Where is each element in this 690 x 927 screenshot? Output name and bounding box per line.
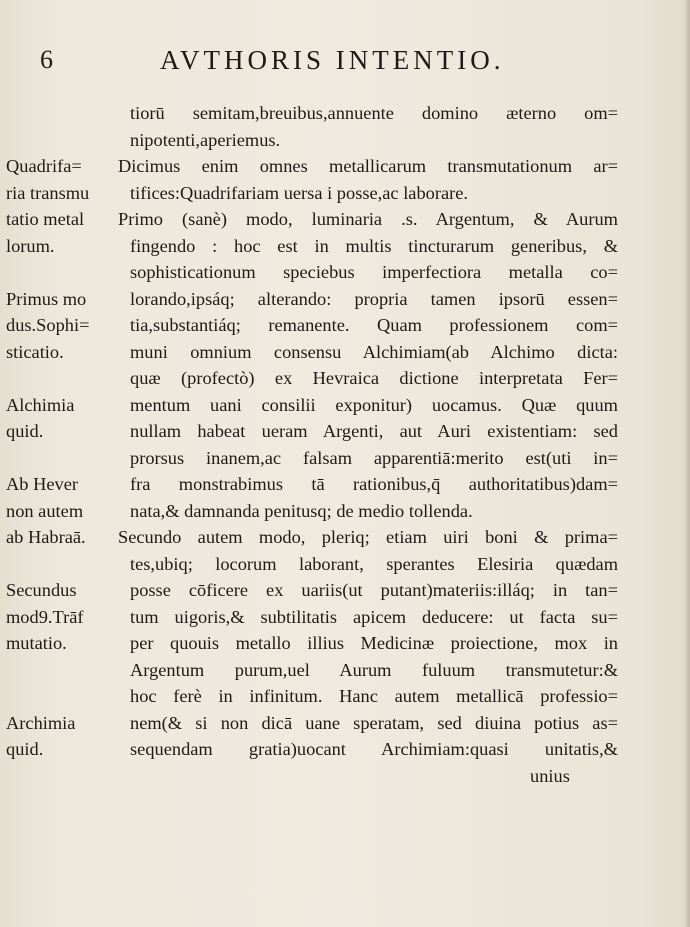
text-line	[0, 153, 690, 180]
text-line	[0, 577, 690, 604]
main-text: hoc ferè in infinitum. Hanc autem metallicā professio=	[130, 686, 618, 706]
marginal-note: Quadrifa=	[6, 156, 82, 176]
main-text: prorsus inanem,ac falsam apparentiā:merito est(uti in=	[130, 447, 618, 468]
text-line	[0, 418, 690, 445]
main-text: Secundo autem modo, pleriq; etiam uiri boni & prima=	[118, 527, 618, 547]
marginal-note: Archimia	[6, 712, 76, 733]
main-text: nata,& damnanda penitusq; de medio tollenda.	[130, 500, 473, 521]
main-text: posse cōficere ex uariis(ut putant)materiis:illáq; in tan=	[130, 580, 618, 600]
marginal-note: quid.	[6, 421, 44, 441]
marginal-note: sticatio.	[6, 341, 64, 362]
main-text: nem(& si non dicā uane speratam, sed diuina potius as=	[130, 712, 618, 733]
main-text: fingendo : hoc est in multis tincturarum generibus, &	[130, 235, 618, 256]
text-line	[0, 392, 690, 419]
text-line	[0, 180, 690, 207]
main-text: Dicimus enim omnes metallicarum transmutationum ar=	[118, 156, 618, 176]
text-line	[0, 736, 690, 763]
main-text: muni omnium consensu Alchimiam(ab Alchimo dicta:	[130, 341, 618, 362]
marginal-note: Primus mo	[6, 288, 87, 309]
text-line	[0, 127, 690, 154]
main-text: tia,substantiáq; remanente. Quam professionem com=	[130, 315, 618, 335]
main-text: nullam habeat ueram Argenti, aut Auri existentiam: sed	[130, 421, 618, 441]
main-text: Primo (sanè) modo, luminaria .s. Argentum, & Aurum	[118, 209, 618, 229]
text-line	[0, 657, 690, 684]
page-header	[0, 40, 690, 80]
marginal-note: mod9.Trāf	[6, 606, 84, 627]
catchword-line	[0, 763, 690, 790]
marginal-note: Secundus	[6, 580, 77, 600]
running-head: AVTHORIS INTENTIO.	[160, 45, 505, 75]
marginal-note: quid.	[6, 739, 44, 759]
text-line	[0, 710, 690, 737]
main-text: tum uigoris,& subtilitatis apicem deducere: ut facta su=	[130, 606, 618, 627]
text-line	[0, 604, 690, 631]
text-line	[0, 683, 690, 710]
marginal-note: non autem	[6, 500, 84, 521]
marginal-note: ria transmu	[6, 182, 90, 203]
marginal-note: lorum.	[6, 235, 55, 256]
main-text: lorando,ipsáq; alterando: propria tamen ipsorū essen=	[130, 288, 618, 309]
text-line	[0, 471, 690, 498]
marginal-note: mutatio.	[6, 633, 67, 653]
text-line	[0, 498, 690, 525]
text-line	[0, 551, 690, 578]
text-line	[0, 100, 690, 127]
text-line	[0, 286, 690, 313]
main-text: tiorū semitam,breuibus,annuente domino æterno om=	[130, 103, 618, 123]
marginal-note: ab Habraā.	[6, 527, 86, 547]
main-text: sequendam gratia)uocant Archimiam:quasi unitatis,&	[130, 739, 618, 759]
text-line	[0, 259, 690, 286]
page-number: 6	[40, 45, 53, 74]
main-text: Argentum purum,uel Aurum fuluum transmutetur:&	[130, 659, 618, 680]
marginal-note: Alchimia	[6, 394, 75, 415]
text-line	[0, 233, 690, 260]
main-text: per quouis metallo illius Medicinæ proiectione, mox in	[130, 633, 618, 653]
main-text: tes,ubiq; locorum laborant, sperantes Elesiria quædam	[130, 553, 618, 574]
catchword: unius	[530, 765, 570, 786]
text-line	[0, 445, 690, 472]
marginal-note: dus.Sophi=	[6, 315, 90, 335]
text-line	[0, 339, 690, 366]
main-text: tifices:Quadrifariam uersa i posse,ac laborare.	[130, 182, 469, 203]
text-line	[0, 312, 690, 339]
text-line	[0, 206, 690, 233]
text-line	[0, 365, 690, 392]
main-text: nipotenti,aperiemus.	[130, 129, 281, 150]
main-text: sophisticationum speciebus imperfectiora metalla co=	[130, 262, 618, 282]
body-text	[0, 100, 690, 789]
main-text: fra monstrabimus tā rationibus,q̄ authoritatibus)dam=	[130, 474, 618, 494]
main-text: quæ (profectò) ex Hevraica dictione interpretata Fer=	[130, 368, 618, 388]
text-line	[0, 630, 690, 657]
main-text: mentum uani consilii exponitur) uocamus. Quæ quum	[130, 394, 618, 415]
text-line	[0, 524, 690, 551]
marginal-note: tatio metal	[6, 209, 85, 229]
marginal-note: Ab Hever	[6, 474, 79, 494]
